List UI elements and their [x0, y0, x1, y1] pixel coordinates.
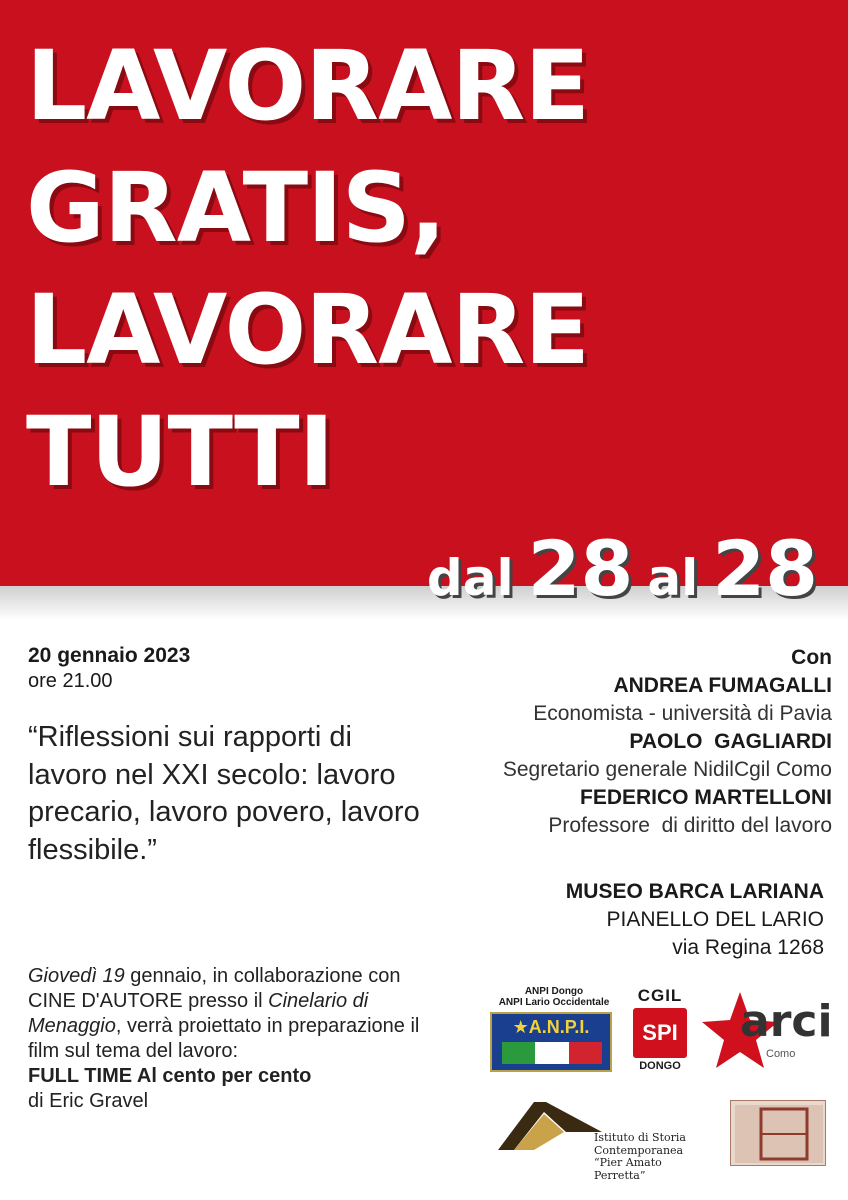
venue: [464, 878, 824, 962]
anpi-logo: [490, 986, 618, 1078]
venue-town: PIANELLO DEL LARIO: [606, 907, 824, 931]
speaker-name: FEDERICO MARTELLONI: [580, 785, 832, 809]
cgil-spi-logo: [630, 986, 690, 1078]
headline-line-3: LAVORARE: [26, 274, 589, 386]
arci-como: Como: [766, 1048, 796, 1060]
info-cinema: Cinelario di Menaggio: [28, 990, 369, 1037]
isc-line: “Pier Amato Perretta”: [594, 1156, 662, 1182]
isc-line: Contemporanea: [594, 1143, 684, 1157]
anpi-text: ★A.N.P.I.: [512, 1017, 590, 1037]
info-text-1: gennaio, in collaborazione con CINE D'AUTORE presso il: [28, 965, 401, 1012]
anpi-badge: [490, 1012, 612, 1072]
info-text-2: , verrà proiettato in preparazione il film sul tema del lavoro:: [28, 1015, 420, 1062]
anpi-line-2: ANPI Lario Occidentale: [498, 997, 610, 1008]
venue-name: MUSEO BARCA LARIANA: [565, 880, 824, 903]
speaker-role: Economista - università di Pavia: [533, 701, 832, 725]
with-label: Con: [791, 646, 832, 669]
speakers: [412, 644, 832, 839]
date-range: [427, 524, 818, 613]
speaker-name: PAOLO GAGLIARDI: [629, 729, 832, 753]
museum-stamp-logo: [730, 1100, 826, 1166]
film-director: di Eric Gravel: [28, 1090, 149, 1112]
isc-line: Istituto di Storia: [594, 1131, 686, 1144]
speaker-name: ANDREA FUMAGALLI: [613, 673, 832, 697]
film-title: FULL TIME Al cento per cento: [28, 1065, 312, 1087]
dongo-text: DONGO: [639, 1060, 681, 1072]
arci-logo: [700, 988, 833, 1074]
al-word: al: [647, 549, 699, 607]
cgil-text: CGIL: [637, 986, 683, 1005]
range-start: 28: [527, 524, 634, 613]
event-details: [28, 644, 428, 870]
dal-word: dal: [426, 549, 514, 607]
event-quote: “Riflessioni sui rapporti di lavoro nel XXI secolo: lavoro precario, lavoro povero, lavoro flessibile.”: [28, 721, 420, 867]
venue-address: via Regina 1268: [672, 935, 824, 959]
speaker-role: Professore di diritto del lavoro: [548, 813, 832, 837]
speaker-role: Segretario generale NidilCgil Como: [502, 757, 832, 781]
film-info: [28, 964, 428, 1114]
istituto-storia-logo: [494, 1092, 704, 1182]
monument-icon: [494, 1092, 604, 1156]
headline-line-4: TUTTI: [26, 396, 334, 508]
spi-text: SPI: [633, 1008, 687, 1058]
info-day: Giovedì 19: [28, 965, 125, 987]
isc-text: [594, 1132, 704, 1183]
italian-flag-icon: [502, 1042, 602, 1064]
arci-text: arci: [740, 996, 833, 1047]
stamp-image-icon: [731, 1101, 827, 1167]
headline-line-1: LAVORARE: [26, 30, 589, 142]
event-date: 20 gennaio 2023: [28, 644, 191, 667]
event-time: ore 21.00: [28, 670, 113, 692]
range-end: 28: [712, 524, 818, 613]
headline-line-2: GRATIS,: [26, 152, 446, 264]
anpi-line-1: ANPI Dongo: [524, 986, 584, 997]
